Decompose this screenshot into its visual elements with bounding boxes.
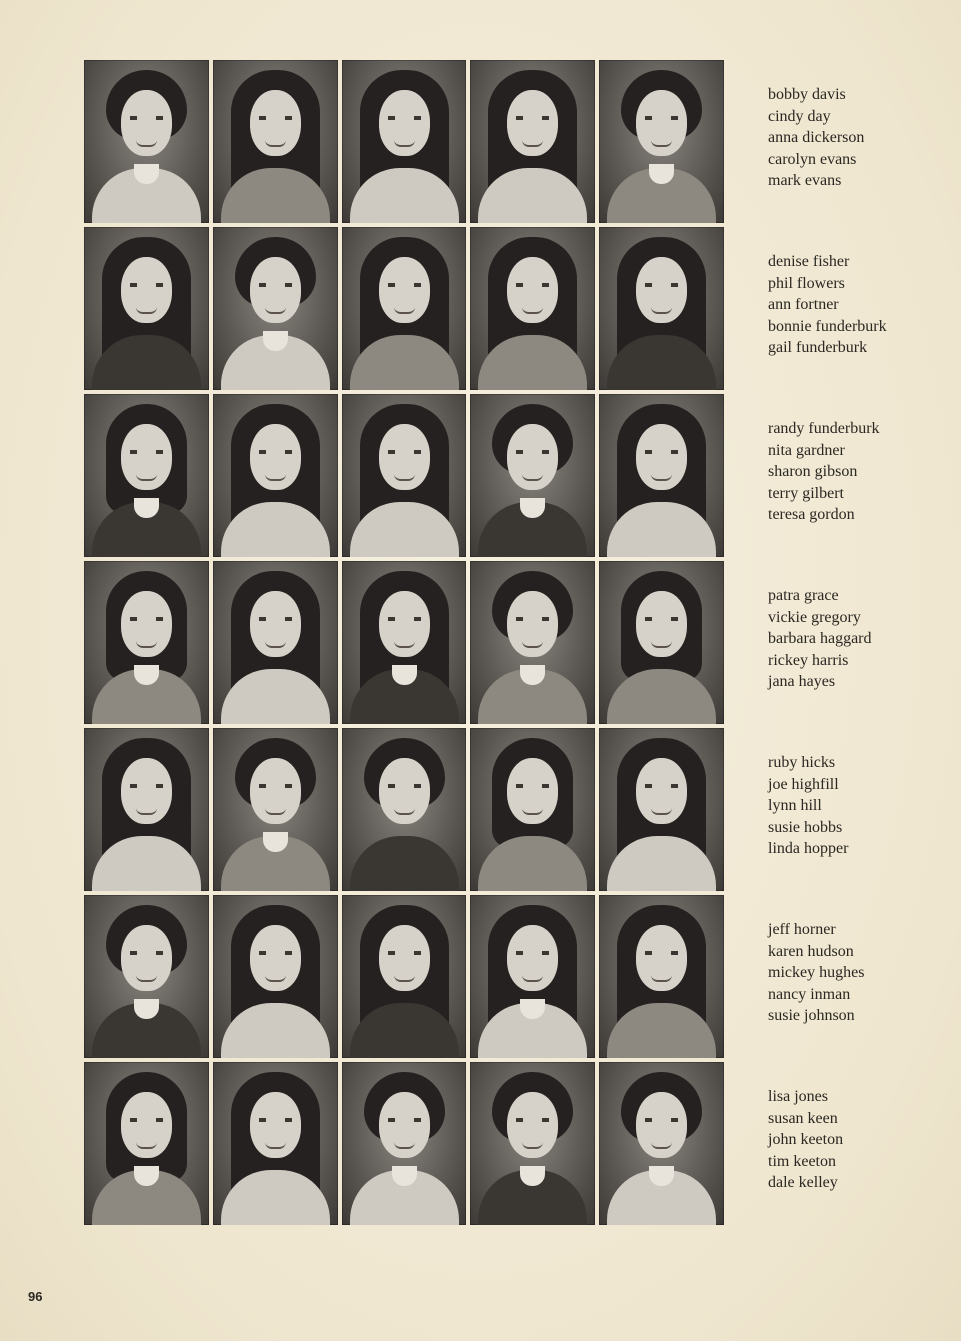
student-name: vickie gregory bbox=[768, 608, 861, 626]
student-name: tim keeton bbox=[768, 1152, 836, 1170]
student-name: randy funderburk bbox=[768, 420, 880, 437]
portrait-photo bbox=[84, 1062, 209, 1225]
portrait-photo bbox=[470, 1062, 595, 1225]
portrait-photo bbox=[470, 728, 595, 891]
portrait-photo bbox=[342, 895, 467, 1058]
student-name: joe highfill bbox=[768, 775, 839, 793]
portrait-photo bbox=[213, 227, 338, 390]
student-name: nancy inman bbox=[768, 985, 851, 1003]
portrait-photo bbox=[470, 60, 595, 223]
student-name: bobby davis bbox=[768, 86, 846, 103]
portrait-photo bbox=[470, 227, 595, 390]
student-name: barbara haggard bbox=[768, 630, 872, 647]
portrait-photo bbox=[599, 728, 724, 891]
portrait-photo bbox=[470, 394, 595, 557]
portrait-photo bbox=[84, 227, 209, 390]
student-name: mickey hughes bbox=[768, 964, 865, 981]
name-list bbox=[768, 251, 948, 359]
student-name: mark evans bbox=[768, 172, 842, 189]
portrait-rows bbox=[84, 60, 944, 1229]
student-name: patra grace bbox=[768, 587, 839, 604]
portrait-row bbox=[84, 728, 944, 895]
portrait-photo bbox=[342, 227, 467, 390]
name-list bbox=[768, 752, 948, 860]
student-name: sharon gibson bbox=[768, 463, 858, 480]
portrait-photo bbox=[470, 895, 595, 1058]
portrait-photo bbox=[213, 60, 338, 223]
student-name: susan keen bbox=[768, 1109, 838, 1127]
portrait-photo bbox=[84, 728, 209, 891]
student-name: jana hayes bbox=[768, 673, 836, 690]
portrait-photo bbox=[213, 728, 338, 891]
student-name: ann fortner bbox=[768, 296, 839, 313]
portrait-photo bbox=[599, 60, 724, 223]
portrait-photo bbox=[599, 227, 724, 390]
portrait-photo bbox=[84, 394, 209, 557]
name-list bbox=[768, 585, 948, 693]
student-name: terry gilbert bbox=[768, 484, 844, 502]
portrait-photo bbox=[213, 561, 338, 724]
portrait-photo bbox=[342, 60, 467, 223]
portrait-photo bbox=[342, 561, 467, 724]
portrait-strip bbox=[84, 227, 724, 390]
portrait-row bbox=[84, 1062, 944, 1229]
portrait-photo bbox=[84, 561, 209, 724]
student-name: lisa jones bbox=[768, 1088, 828, 1105]
portrait-row bbox=[84, 227, 944, 394]
student-name: nita gardner bbox=[768, 441, 845, 459]
portrait-photo bbox=[599, 561, 724, 724]
student-name: karen hudson bbox=[768, 942, 854, 960]
student-name: teresa gordon bbox=[768, 506, 855, 523]
name-list bbox=[768, 418, 948, 526]
portrait-strip bbox=[84, 561, 724, 724]
student-name: phil flowers bbox=[768, 274, 845, 292]
student-name: denise fisher bbox=[768, 253, 850, 270]
portrait-photo bbox=[599, 895, 724, 1058]
student-name: dale kelley bbox=[768, 1174, 838, 1191]
portrait-photo bbox=[470, 561, 595, 724]
student-name: jeff horner bbox=[768, 921, 836, 938]
student-name: rickey harris bbox=[768, 651, 849, 669]
portrait-photo bbox=[213, 1062, 338, 1225]
portrait-strip bbox=[84, 728, 724, 891]
name-list bbox=[768, 1086, 948, 1194]
portrait-strip bbox=[84, 394, 724, 557]
student-name: ruby hicks bbox=[768, 754, 836, 771]
student-name: gail funderburk bbox=[768, 339, 868, 356]
portrait-photo bbox=[599, 1062, 724, 1225]
student-name: carolyn evans bbox=[768, 150, 857, 168]
name-list bbox=[768, 919, 948, 1027]
portrait-row bbox=[84, 394, 944, 561]
student-name: linda hopper bbox=[768, 840, 849, 857]
portrait-row bbox=[84, 60, 944, 227]
student-name: john keeton bbox=[768, 1131, 844, 1148]
student-name: susie johnson bbox=[768, 1007, 855, 1024]
student-name: cindy day bbox=[768, 107, 831, 125]
portrait-photo bbox=[213, 895, 338, 1058]
student-name: susie hobbs bbox=[768, 818, 843, 836]
portrait-photo bbox=[342, 394, 467, 557]
portrait-photo bbox=[213, 394, 338, 557]
student-name: lynn hill bbox=[768, 797, 822, 814]
portrait-photo bbox=[84, 895, 209, 1058]
student-name: anna dickerson bbox=[768, 129, 865, 146]
portrait-photo bbox=[342, 1062, 467, 1225]
portrait-row bbox=[84, 561, 944, 728]
name-list bbox=[768, 84, 948, 192]
portrait-photo bbox=[342, 728, 467, 891]
portrait-strip bbox=[84, 60, 724, 223]
portrait-photo bbox=[599, 394, 724, 557]
portrait-strip bbox=[84, 1062, 724, 1225]
portrait-strip bbox=[84, 895, 724, 1058]
student-name: bonnie funderburk bbox=[768, 317, 887, 335]
portrait-row bbox=[84, 895, 944, 1062]
portrait-photo bbox=[84, 60, 209, 223]
page-number: 96 bbox=[28, 1289, 43, 1304]
